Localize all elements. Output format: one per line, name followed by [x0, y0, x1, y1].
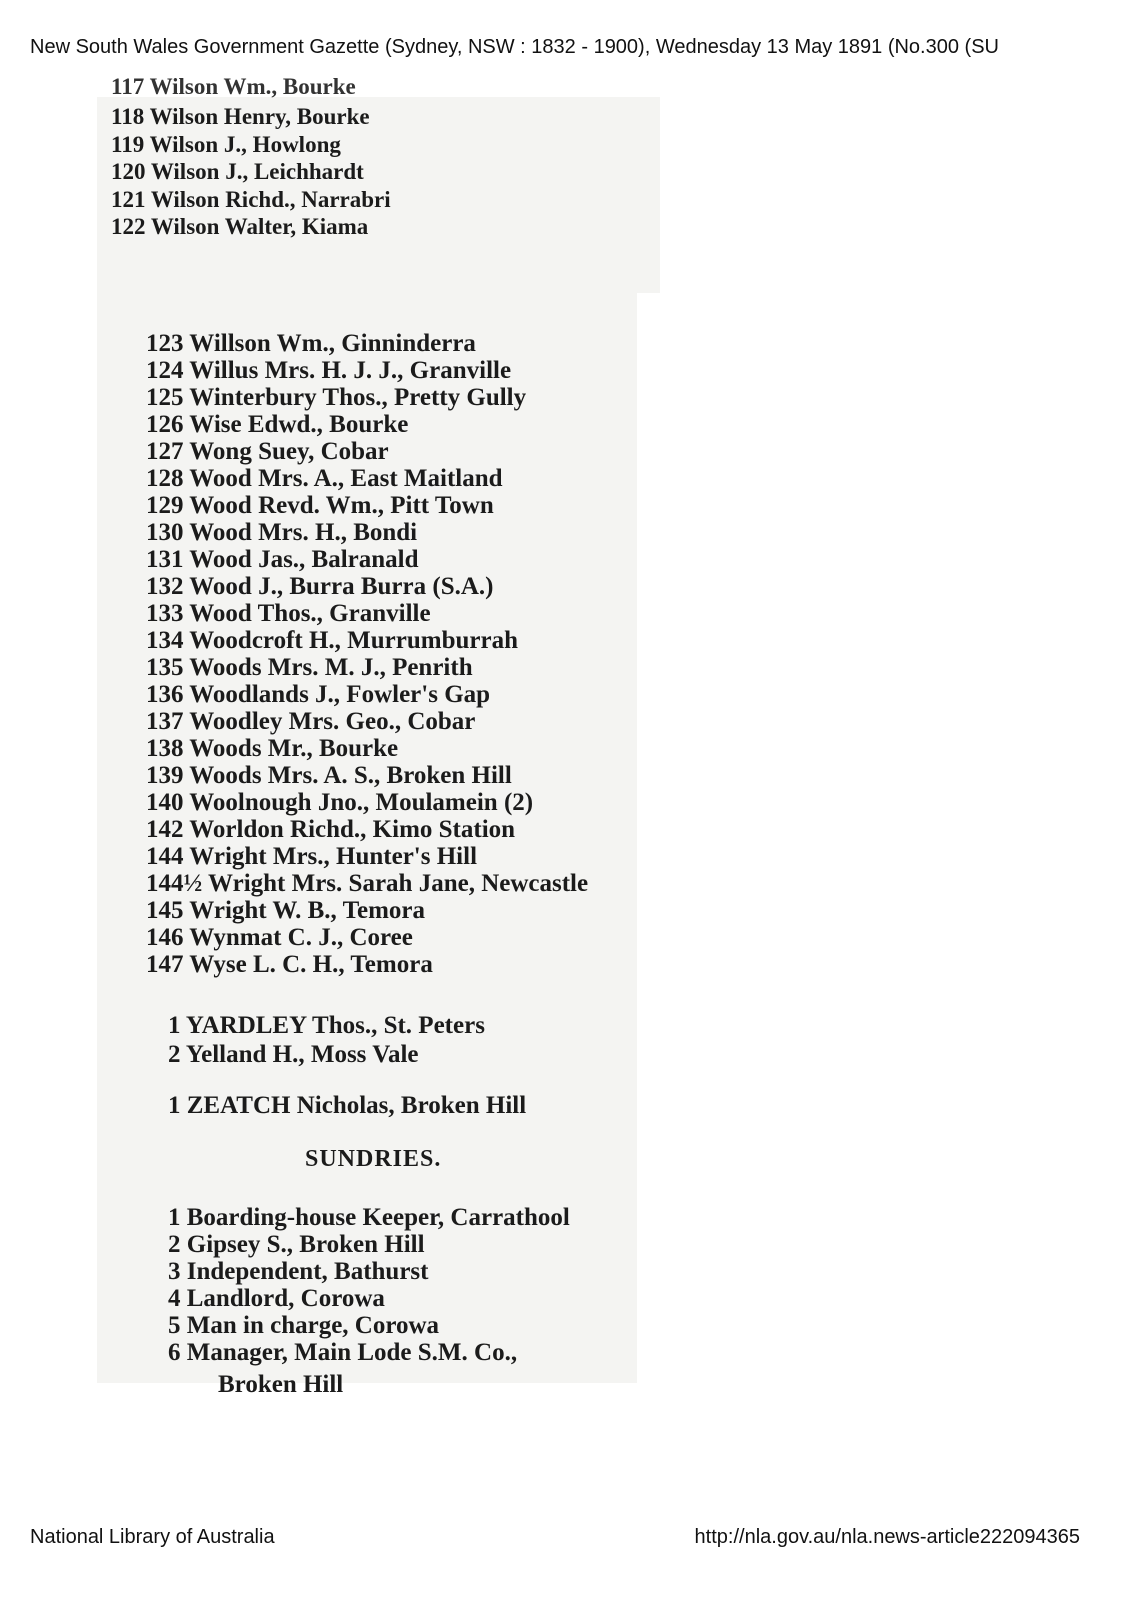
list-item: 120 Wilson J., Leichhardt — [111, 159, 364, 184]
list-item: 1 YARDLEY Thos., St. Peters — [168, 1012, 485, 1039]
list-item: 144 Wright Mrs., Hunter's Hill — [146, 843, 478, 870]
list-item: 4 Landlord, Corowa — [168, 1285, 385, 1312]
footer-url[interactable]: http://nla.gov.au/nla.news-article222094365 — [694, 1526, 1080, 1548]
list-item: 132 Wood J., Burra Burra (S.A.) — [146, 573, 494, 600]
list-item: 133 Wood Thos., Granville — [146, 600, 431, 627]
list-item: 139 Woods Mrs. A. S., Broken Hill — [146, 762, 512, 789]
list-item: 142 Worldon Richd., Kimo Station — [146, 816, 516, 843]
list-item: 123 Willson Wm., Ginninderra — [146, 330, 476, 357]
gazette-list-sundries — [168, 1204, 570, 1366]
list-item: 131 Wood Jas., Balranald — [146, 546, 419, 573]
list-item: 128 Wood Mrs. A., East Maitland — [146, 465, 503, 492]
list-item: 5 Man in charge, Corowa — [168, 1312, 440, 1339]
list-item: 145 Wright W. B., Temora — [146, 897, 425, 924]
page-header-title: New South Wales Government Gazette (Sydney, NSW : 1832 - 1900), Wednesday 13 May 1891 (No.300 (SU — [30, 36, 999, 58]
clipped-top-line: 117 Wilson Wm., Bourke — [111, 74, 356, 99]
section-heading-sundries: SUNDRIES. — [305, 1146, 442, 1172]
list-item: 124 Willus Mrs. H. J. J., Granville — [146, 357, 512, 384]
list-item: 129 Wood Revd. Wm., Pitt Town — [146, 492, 494, 519]
list-item: 146 Wynmat C. J., Coree — [146, 924, 413, 951]
list-item: 122 Wilson Walter, Kiama — [111, 214, 369, 239]
list-item: 144½ Wright Mrs. Sarah Jane, Newcastle — [146, 870, 589, 897]
gazette-list-y — [168, 1011, 485, 1069]
gazette-list-z — [168, 1091, 526, 1120]
clipped-bottom-line: Broken Hill — [218, 1371, 344, 1398]
list-item: 130 Wood Mrs. H., Bondi — [146, 519, 418, 546]
gazette-list-top — [111, 103, 391, 241]
list-item: 1 ZEATCH Nicholas, Broken Hill — [168, 1092, 527, 1119]
list-item: 136 Woodlands J., Fowler's Gap — [146, 681, 491, 708]
list-item: 118 Wilson Henry, Bourke — [111, 104, 370, 129]
list-item: 147 Wyse L. C. H., Temora — [146, 951, 433, 978]
list-item: 1 Boarding-house Keeper, Carrathool — [168, 1204, 570, 1231]
list-item: 134 Woodcroft H., Murrumburrah — [146, 627, 518, 654]
list-item: 138 Woods Mr., Bourke — [146, 735, 399, 762]
list-item: 121 Wilson Richd., Narrabri — [111, 186, 391, 212]
list-item: 140 Woolnough Jno., Moulamein (2) — [146, 789, 534, 816]
list-item: 126 Wise Edwd., Bourke — [146, 411, 409, 438]
footer-source: National Library of Australia — [30, 1526, 275, 1548]
list-item: 125 Winterbury Thos., Pretty Gully — [146, 384, 527, 411]
list-item: 2 Yelland H., Moss Vale — [168, 1041, 419, 1068]
gazette-list-main — [146, 330, 588, 978]
list-item: 3 Independent, Bathurst — [168, 1258, 429, 1285]
list-item: 127 Wong Suey, Cobar — [146, 438, 389, 465]
list-item: 137 Woodley Mrs. Geo., Cobar — [146, 708, 476, 735]
list-item: 135 Woods Mrs. M. J., Penrith — [146, 654, 473, 681]
list-item: 2 Gipsey S., Broken Hill — [168, 1231, 425, 1258]
list-item: 6 Manager, Main Lode S.M. Co., — [168, 1339, 518, 1366]
list-item: 119 Wilson J., Howlong — [111, 131, 341, 157]
